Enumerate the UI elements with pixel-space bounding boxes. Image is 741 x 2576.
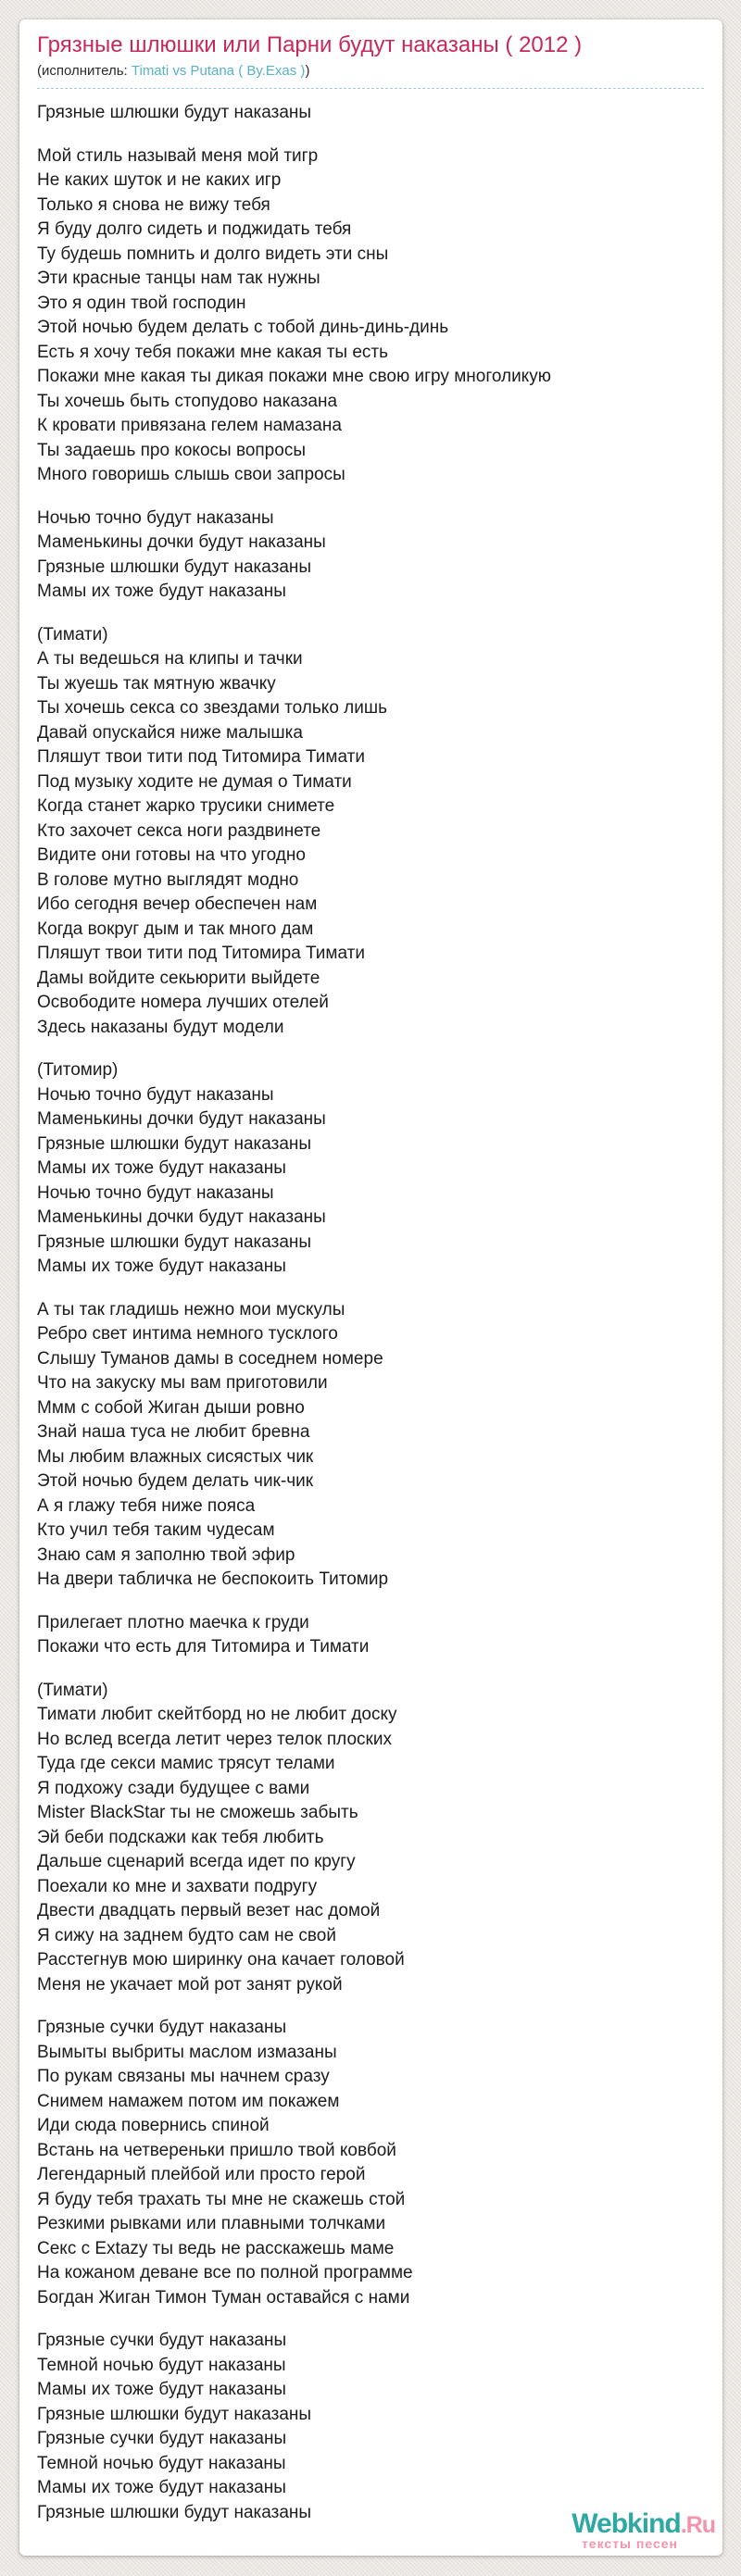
lyric-line: Мы любим влажных сисястых чик <box>37 1446 314 1467</box>
stanza <box>37 1058 704 1280</box>
lyric-line: Знаю сам я заполню твой эфир <box>37 1544 295 1565</box>
lyric-line: Мамы их тоже будут наказаны <box>37 1257 286 1276</box>
logo-text-main: Webkind <box>571 2508 681 2539</box>
lyric-line: Тимати любит скейтборд но не любит доску <box>37 1705 397 1724</box>
webkind-logo[interactable] <box>571 2510 715 2554</box>
stanza <box>37 506 704 605</box>
lyric-line: Освободите номера лучших отелей <box>37 993 329 1012</box>
lyric-line: Дальше сценарий всегда идет по кругу <box>37 1852 356 1871</box>
lyric-line: Пляшут твои тити под Титомира Тимати <box>37 747 365 767</box>
lyric-line: Я буду долго сидеть и поджидать тебя <box>37 219 352 239</box>
lyric-line: Кто захочет секса ноги раздвинете <box>37 820 321 841</box>
lyric-line: Mister BlackStar ты не сможешь забыть <box>37 1803 358 1822</box>
lyric-line: Мамы их тоже будут наказаны <box>37 2478 286 2497</box>
lyric-line: Грязные шлюшки будут наказаны <box>37 103 312 122</box>
lyric-line: Встань на четвереньки пришло твой ковбой <box>37 2140 396 2160</box>
lyric-line: (Тимати) <box>37 1680 108 1700</box>
stanza <box>37 101 704 126</box>
lyric-line: (Тимати) <box>37 624 108 644</box>
lyric-line: Пляшут твои тити под Титомира Тимати <box>37 944 365 963</box>
lyric-line: Я подхожу сзади будущее с вами <box>37 1778 310 1798</box>
lyric-line: Резкими рывками или плавными толчками <box>37 2214 386 2233</box>
stanza <box>37 2016 704 2310</box>
lyric-line: Грязные шлюшки будут наказаны <box>37 1232 312 1252</box>
lyric-line: Прилегает плотно маечка к груди <box>37 1612 309 1632</box>
webkind-logo-wordmark <box>571 2510 715 2539</box>
lyric-line: Богдан Жиган Тимон Туман оставайся с нами <box>37 2287 410 2307</box>
lyric-line: Слышу Туманов дамы в соседнем номере <box>37 1348 383 1369</box>
lyric-line: Темной ночью будут наказаны <box>37 2355 286 2375</box>
lyric-line: Этой ночью будем делать с тобой динь-динь-динь <box>37 318 449 337</box>
lyric-line: Покажи мне какая ты дикая покажи мне свою игру многоликую <box>37 367 551 386</box>
stanza <box>37 1679 704 1998</box>
logo-text-suffix: .Ru <box>680 2512 715 2538</box>
lyric-line: Мамы их тоже будут наказаны <box>37 2380 286 2399</box>
lyric-line: Поехали ко мне и захвати подругу <box>37 1876 318 1896</box>
lyric-line: Грязные шлюшки будут наказаны <box>37 2404 312 2424</box>
lyric-line: Ночью точно будут наказаны <box>37 1084 274 1105</box>
lyric-line: Эти красные танцы нам так нужны <box>37 269 320 288</box>
lyric-line: Двести двадцать первый везет нас домой <box>37 1901 381 1920</box>
lyric-line: Я буду тебя трахать ты мне не скажешь стой <box>37 2189 406 2209</box>
lyric-line: А ты так гладишь нежно мои мускулы <box>37 1299 345 1319</box>
stanza <box>37 1611 704 1660</box>
logo-tagline: тексты песен <box>581 2536 678 2551</box>
lyric-line: Дамы войдите секьюрити выйдете <box>37 968 320 988</box>
lyric-line: Кто учил тебя таким чудесам <box>37 1520 275 1540</box>
lyric-line: Этой ночью будем делать чик-чик <box>37 1471 314 1491</box>
lyric-line: Я сижу на заднем будто сам не свой <box>37 1925 336 1945</box>
lyric-line: Ты задаешь про кокосы вопросы <box>37 440 306 460</box>
lyric-line: Маменькины дочки будут наказаны <box>37 532 326 552</box>
lyric-line: Когда станет жарко трусики снимете <box>37 796 335 816</box>
lyric-line: Ммм с собой Жиган дыши ровно <box>37 1397 305 1418</box>
lyric-line: Ту будешь помнить и долго видеть эти сны <box>37 244 389 264</box>
lyric-line: Знай наша туса не любит бревна <box>37 1422 310 1442</box>
artist-link[interactable]: Timati vs Putana ( By.Exas ) <box>131 63 306 79</box>
lyric-line: Когда вокруг дым и так много дам <box>37 919 314 939</box>
lyric-line: А я глажу тебя ниже пояса <box>37 1495 256 1516</box>
lyric-line: Видите они готовы на что угодно <box>37 845 306 865</box>
lyric-line: Ты жуешь так мятную жвачку <box>37 673 276 694</box>
lyric-line: Ночью точно будут наказаны <box>37 507 274 528</box>
lyric-line: Под музыку ходите не думая о Тимати <box>37 771 352 792</box>
lyric-line: Покажи что есть для Титомира и Тимати <box>37 1637 370 1657</box>
artist-line <box>37 62 704 80</box>
lyric-line: Грязные сучки будут наказаны <box>37 2331 287 2350</box>
lyric-line: А ты ведешься на клипы и тачки <box>37 649 303 669</box>
lyric-line: Есть я хочу тебя покажи мне какая ты есть <box>37 342 389 362</box>
lyric-line: На двери табличка не беспокоить Титомир <box>37 1569 389 1589</box>
lyric-line: Грязные шлюшки будут наказаны <box>37 1133 312 1154</box>
lyric-line: Много говоришь слышь свои запросы <box>37 465 345 484</box>
lyric-line: Ночью точно будут наказаны <box>37 1182 274 1203</box>
lyric-line: Иди сюда повернись спиной <box>37 2116 270 2135</box>
song-header <box>37 31 704 89</box>
lyric-line: Только я снова не вижу тебя <box>37 194 270 215</box>
lyric-line: Вымыты выбриты маслом измазаны <box>37 2042 337 2062</box>
lyric-line: На кожаном деване все по полной программе <box>37 2263 413 2282</box>
lyric-line: Что на закуску мы вам приготовили <box>37 1373 328 1393</box>
lyric-line: По рукам связаны мы начнем сразу <box>37 2067 330 2086</box>
lyric-line: Ребро свет интима немного тусклого <box>37 1324 338 1344</box>
lyric-line: Грязные сучки будут наказаны <box>37 2018 287 2037</box>
stanza <box>37 144 704 488</box>
lyric-line: Грязные сучки будут наказаны <box>37 2429 287 2448</box>
lyric-line: Ты хочешь секса со звездами только лишь <box>37 698 388 718</box>
lyric-line: К кровати привязана гелем намазана <box>37 416 342 435</box>
lyric-line: Здесь наказаны будут модели <box>37 1017 284 1037</box>
lyric-line: Расстегнув мою ширинку она качает головой <box>37 1950 405 1970</box>
lyric-line: Темной ночью будут наказаны <box>37 2453 286 2473</box>
lyric-line: В голове мутно выглядят модно <box>37 869 299 890</box>
lyric-line: Ибо сегодня вечер обеспечен нам <box>37 894 318 914</box>
artist-label: (исполнитель: <box>37 63 132 79</box>
lyric-line: Эй беби подскажи как тебя любить <box>37 1827 324 1847</box>
page-title: Грязные шлюшки или Парни будут наказаны ( 2012 ) <box>37 32 583 57</box>
stanza <box>37 623 704 1041</box>
lyric-line: Грязные шлюшки будут наказаны <box>37 556 312 577</box>
lyrics <box>37 89 704 2525</box>
lyric-line: Снимем намажем потом им покажем <box>37 2091 340 2111</box>
lyric-line: Маменькины дочки будут наказаны <box>37 1207 326 1227</box>
lyric-line: (Титомир) <box>37 1060 119 1080</box>
lyric-line: Мамы их тоже будут наказаны <box>37 1158 286 1178</box>
lyric-line: Не каких шуток и не каких игр <box>37 170 282 190</box>
lyric-line: Мой стиль называй меня мой тигр <box>37 145 319 166</box>
lyric-line: Меня не укачает мой рот занят рукой <box>37 1974 343 1995</box>
lyric-line: Мамы их тоже будут наказаны <box>37 581 286 601</box>
lyric-line: Легендарный плейбой или просто герой <box>37 2165 366 2184</box>
lyric-line: Грязные шлюшки будут наказаны <box>37 2502 312 2522</box>
lyrics-card <box>19 19 722 2556</box>
lyric-line: Давай опускайся ниже малышка <box>37 722 303 743</box>
stanza <box>37 1298 704 1593</box>
artist-label-suffix: ) <box>305 63 310 79</box>
lyric-line: Секс с Extazy ты ведь не расскажешь маме <box>37 2238 395 2258</box>
stanza <box>37 2329 704 2525</box>
lyric-line: Ты хочешь быть стопудово наказана <box>37 391 338 411</box>
lyric-line: Это я один твой господин <box>37 293 246 313</box>
lyric-line: Маменькины дочки будут наказаны <box>37 1109 326 1129</box>
lyric-line: Но вслед всегда летит через телок плоских <box>37 1729 392 1749</box>
lyric-line: Туда где секси мамис трясут телами <box>37 1754 335 1773</box>
